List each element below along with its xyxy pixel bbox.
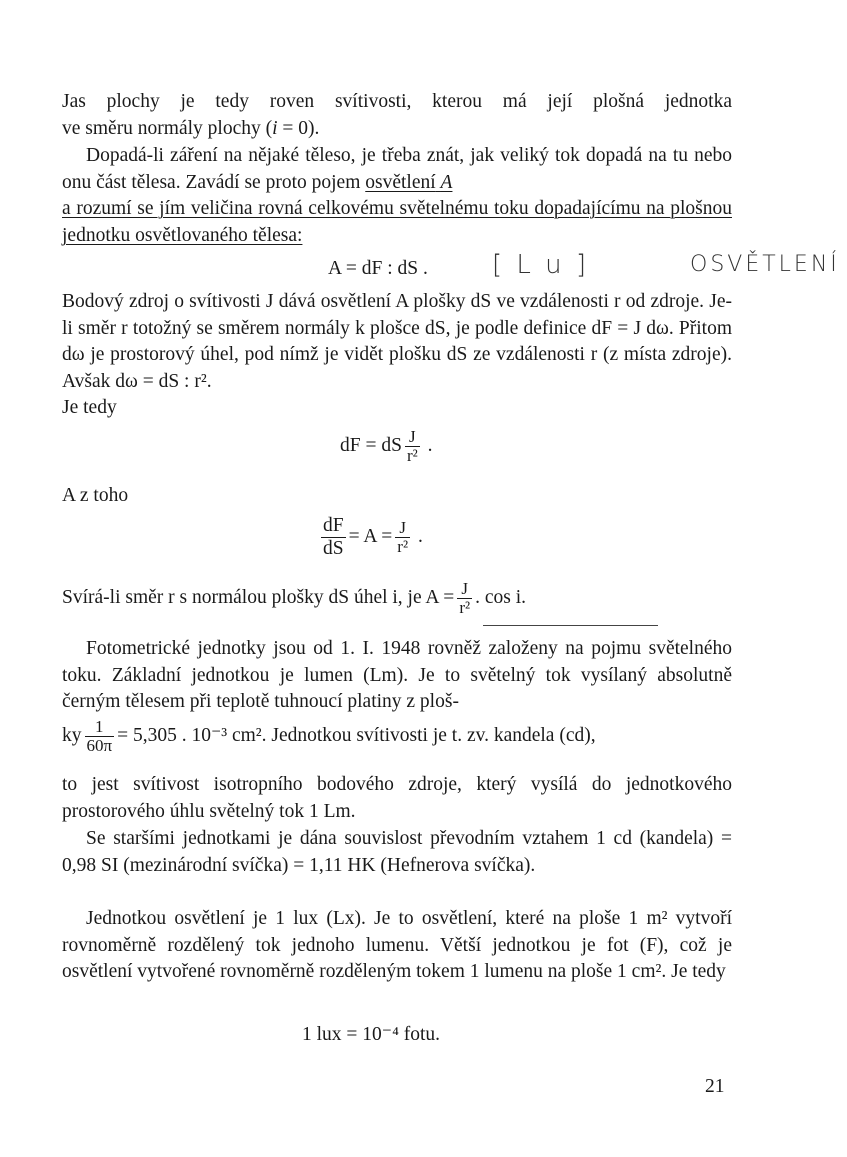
paragraph-lux <box>62 906 732 986</box>
paragraph-text: Se staršími jednotkami je dána souvislost převodním vztahem 1 cd (kandela) = 0,98 SI (mezinárodní svíčka) = 1,11 HK (Hefnerova svíčka). <box>62 828 732 876</box>
eq-end: . <box>427 434 433 456</box>
text-span: ve směru normály plochy ( <box>62 117 273 139</box>
fraction-denominator: 60π <box>86 736 113 755</box>
term-text: osvětlení <box>365 171 436 193</box>
handwritten-margin-note: OSVĚTLENÍ <box>690 252 840 277</box>
paragraph-text: Bodový zdroj o svítivosti J dává osvětlení A plošky dS ve vzdálenosti r od zdroje. Je-li směr r totožný se směrem normály k plošce dS, je podle definice dF = J dω. Přitom dω je prostorový úhel, pod nímž je vidět plošku dS ze vzdálenosti r (z místa zdroje). Avšak dω = dS : r². <box>62 291 732 392</box>
text-span: ky <box>62 724 82 746</box>
equation-illuminance: A = dF : dS . <box>328 258 428 279</box>
fraction-numerator: J <box>399 518 406 537</box>
text-span: . cos i. <box>475 586 526 608</box>
eq-mid: = A = <box>348 525 393 547</box>
text-span: = 0). <box>277 117 320 139</box>
fraction <box>395 519 410 556</box>
paragraph-text: Jednotkou osvětlení je 1 lux (Lx). Je to osvětlení, které na ploše 1 m² vytvoří rovnoměrně rozdělený tok jednoho lumenu. Větší jednotkou je fot (F), což je osvětlení vytvořené rovnoměrně rozděleným tokem 1 lumenu na ploše 1 cm². Je tedy <box>62 908 732 982</box>
paragraph-text: Je tedy <box>62 397 117 418</box>
paragraph-text: to jest svítivost isotropního bodového zdroje, který vysílá do jednotkového prostorového úhlu světelný tok 1 Lm. <box>62 774 732 822</box>
fraction <box>321 515 346 560</box>
paragraph-point-source <box>62 289 732 422</box>
paragraph-text: A z toho <box>62 485 129 506</box>
text-span: Dopadá-li záření na nějaké těleso, je třeba znát, jak veliký tok dopadá na tu nebo onu část tělesa. Zavádí se proto pojem <box>62 145 732 193</box>
fraction-denominator: r² <box>406 446 418 465</box>
fraction <box>405 428 420 465</box>
line-lumen-area <box>62 718 732 755</box>
paragraph-hence <box>62 483 732 510</box>
fraction-numerator: 1 <box>95 717 104 736</box>
fraction-denominator: r² <box>397 537 409 556</box>
fraction <box>85 718 115 755</box>
paragraph-text <box>62 143 732 249</box>
text-span: = 5,305 . 10⁻³ cm². Jednotkou svítivosti je t. zv. kandela (cd), <box>117 724 596 746</box>
eq-lhs: dF = dS <box>340 434 402 456</box>
equation-lux-fot: 1 lux = 10⁻⁴ fotu. <box>302 1024 441 1045</box>
fraction-numerator: J <box>409 427 416 446</box>
equation-flux <box>340 428 432 465</box>
paragraph-text: Fotometrické jednotky jsou od 1. I. 1948 rovněž založeny na pojmu světelného toku. Základní jednotkou je lumen (Lm). Je to světelný tok vysílaný absolutně černým tělesem při teplotě tuhnoucí platiny z ploš- <box>62 638 732 712</box>
term-illuminance <box>365 172 452 193</box>
fraction <box>457 580 472 617</box>
handwritten-unit-note: [ L u ] <box>492 250 590 280</box>
paragraph-luminance <box>62 89 732 142</box>
eq-end: . <box>417 525 423 547</box>
definition-text: a rozumí se jím veličina rovná celkovému světelnému toku dopadajícímu na plošnou jednotku osvětlovaného tělesa: <box>62 198 732 246</box>
var-i: i <box>272 117 278 139</box>
paragraph-illuminance-definition <box>62 143 732 249</box>
text-span: Svírá-li směr r s normálou plošky dS úhel i, je A = <box>62 586 455 608</box>
fraction-numerator: dF <box>323 515 344 536</box>
fraction-denominator: r² <box>459 598 471 617</box>
paragraph-photometric-units <box>62 636 732 716</box>
text-line: Jas plochy je tedy roven svítivosti, kterou má její plošná jednotka <box>62 91 732 112</box>
equation-illuminance-inverse-square <box>318 515 423 560</box>
paragraph-angle <box>62 580 526 617</box>
pencil-underline <box>483 625 658 626</box>
page-number: 21 <box>705 1076 725 1097</box>
fraction-numerator: J <box>461 579 468 598</box>
paragraph-older-units <box>62 826 732 879</box>
paragraph-candela <box>62 772 732 825</box>
symbol-A: A <box>440 171 453 193</box>
fraction-denominator: dS <box>323 538 344 559</box>
text-line <box>62 116 732 143</box>
